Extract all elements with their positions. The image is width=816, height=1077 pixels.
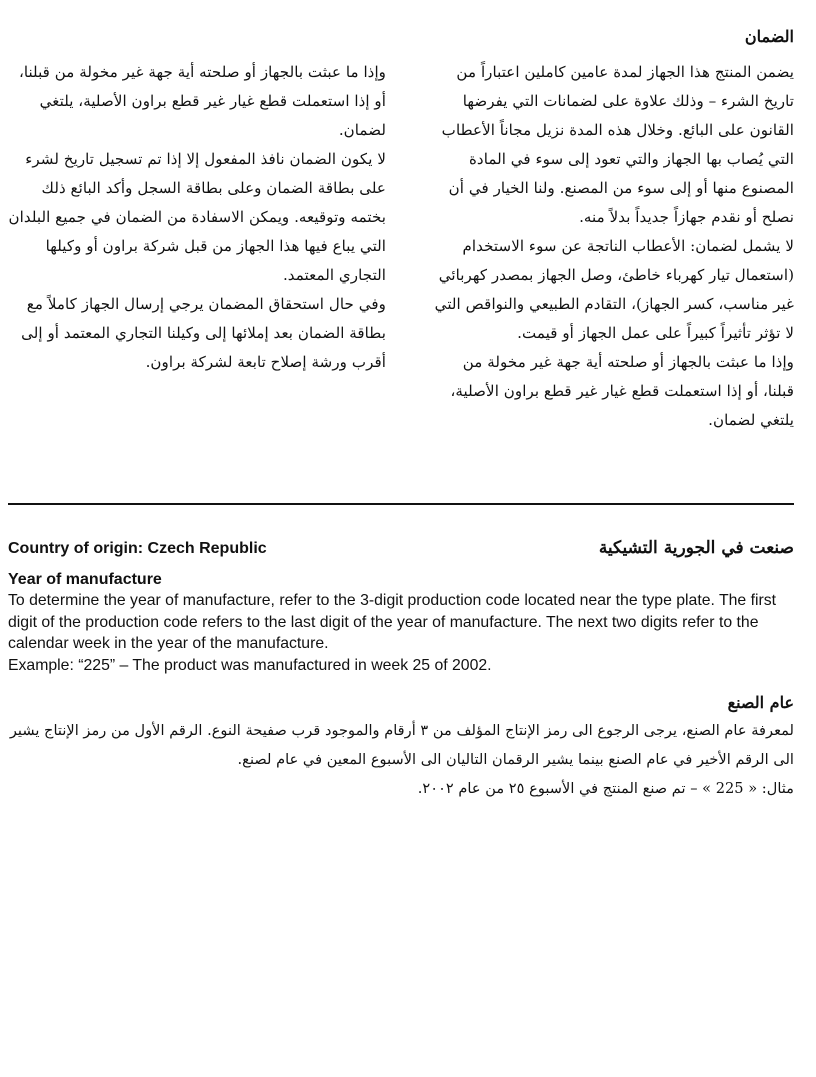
guarantee-section-arabic bbox=[8, 22, 794, 492]
section-divider bbox=[8, 503, 794, 505]
guarantee-paragraph: لا يشمل لضمان: الأعطاب الناتجة عن سوء الاستخدام (استعمال تيار كهرباء خاطئ، وصل الجهاز بمصدر كهربائي غير مناسب، كسر الجهاز)، التقادم الطبيعي والنواقص التي لا تؤثر تأثيراً كبيراً على عمل الجهاز أو قيمت. bbox=[434, 237, 794, 342]
year-of-manufacture-english bbox=[8, 569, 794, 676]
year-body-english: To determine the year of manufacture, refer to the 3-digit production code located near the type plate. The first digit of the production code refers to the last digit of the year of manufacture. The next two digits refer to the calendar week in the year of the manufacture. bbox=[8, 592, 777, 652]
year-heading-english: Year of manufacture bbox=[8, 571, 162, 588]
country-of-origin-english: Country of origin: Czech Republic bbox=[8, 540, 267, 557]
year-body-arabic: لمعرفة عام الصنع، يرجى الرجوع الى رمز الإنتاج المؤلف من ٣ أرقام والموجود قرب صفيحة النوع. الرقم الأول من رمز الإنتاج يشير الى الرقم الأخير في عام الصنع بينما يشير الرقمان التاليان الى الأسبوع المعين في عام لصنع. bbox=[9, 722, 794, 768]
guarantee-paragraph: لا يكون الضمان نافذ المفعول إلا إذا تم تسجيل تاريخ لشرء على بطاقة الضمان وعلى بطاقة السجل وأكد البائع ذلك بختمه وتوقيعه. ويمكن الاسفادة من الضمان في جميع البلدان التي يباع فيها هذا الجهاز من قبل شركة براون أو وكيلها التجاري المعتمد. bbox=[8, 150, 386, 284]
guarantee-column-left bbox=[8, 58, 386, 377]
guarantee-paragraph: يضمن المنتج هذا الجهاز لمدة عامين كاملين اعتباراً من تاريخ الشرء – وذلك علاوة على لضمانات التي يفرضها القانون على البائع. وخلال هذه المدة نزيل مجاناً الأعطاب التي يُصاب بها الجهاز والتي تعود إلى سوء في المادة المصنوع منها أو إلى سوء من المصنع. ولنا الخيار في أن نصلح أو نقدم جهازاً جديداً بدلاً منه. bbox=[441, 63, 794, 226]
guarantee-paragraph: وإذا ما عبثت بالجهاز أو صلحته أية جهة غير مخولة من قبلنا، أو إذا استعملت قطع غيار غير قطع براون الأصلية، يلتغي لضمان. bbox=[18, 63, 386, 139]
origin-row bbox=[8, 538, 794, 564]
country-of-origin-arabic: صنعت في الجورية التشيكية bbox=[598, 538, 794, 558]
year-of-manufacture-arabic bbox=[8, 690, 794, 803]
guarantee-column-right bbox=[432, 22, 794, 435]
year-example-arabic: مثال: « 225 » – تم صنع المنتج في الأسبوع ٢٥ من عام ٢٠٠٢. bbox=[417, 780, 794, 797]
year-heading-arabic: عام الصنع bbox=[727, 693, 794, 712]
guarantee-paragraph: وإذا ما عبثت بالجهاز أو صلحته أية جهة غير مخولة من قبلنا، أو إذا استعملت قطع غيار غير قطع براون الأصلية، يلتغي لضمان. bbox=[450, 353, 794, 429]
year-example-english: Example: “225” – The product was manufactured in week 25 of 2002. bbox=[8, 656, 492, 674]
guarantee-paragraph: وفي حال استحقاق المضمان يرجي إرسال الجهاز كاملاً مع بطاقة الضمان بعد إملائها إلى وكيلنا التجاري المعتمد أو إلى أقرب ورشة إصلاح تابعة لشركة براون. bbox=[21, 295, 386, 371]
guarantee-heading: الضمان bbox=[744, 27, 794, 46]
